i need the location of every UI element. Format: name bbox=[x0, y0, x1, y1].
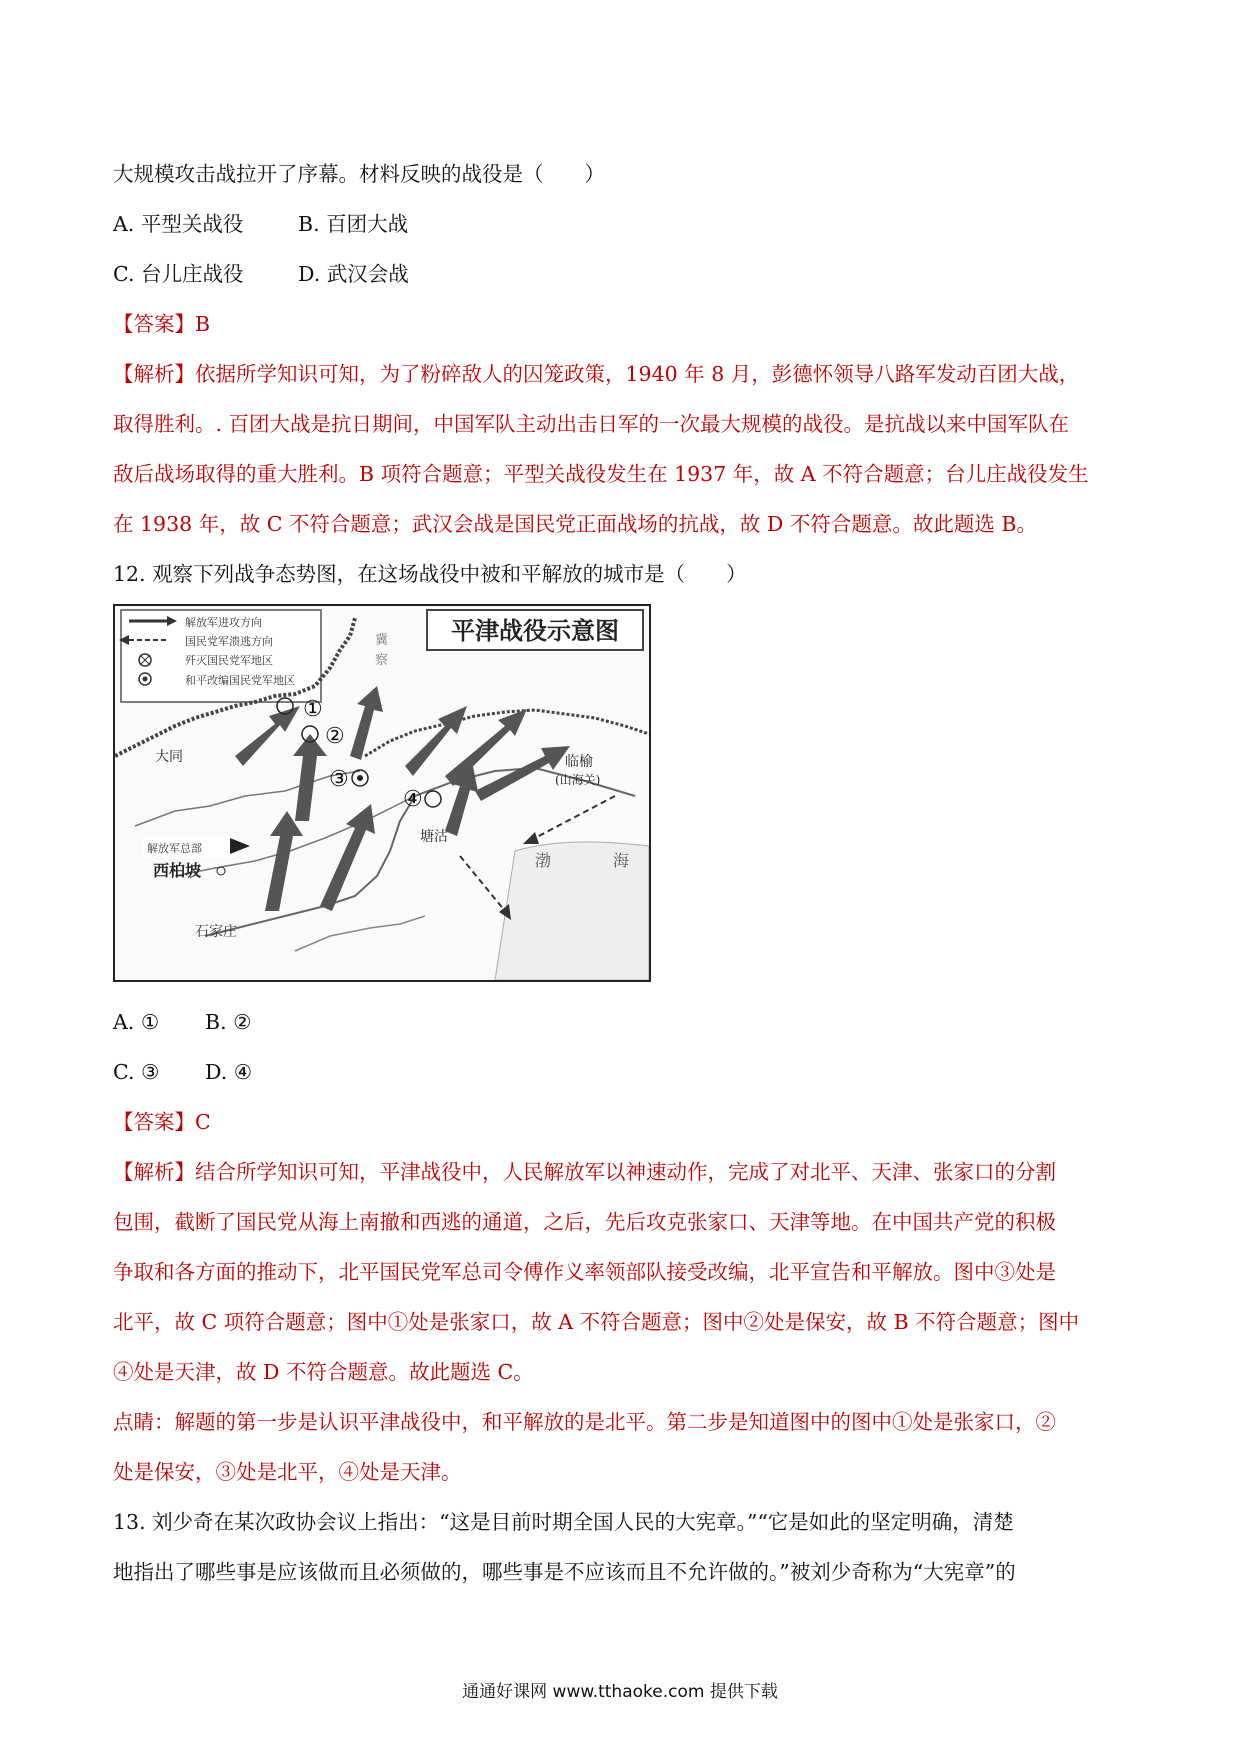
legend-label-2: 国民党军溃逃方向 bbox=[185, 635, 273, 648]
legend-peaceful-dot-icon bbox=[143, 677, 148, 682]
place-shijiazhuang: 石家庄 bbox=[195, 924, 237, 940]
q12-analysis-line-5: ④处是天津，故 D 不符合题意。故此题选 C。 bbox=[113, 1360, 534, 1384]
q11-option-c[interactable]: C. 台儿庄战役 bbox=[113, 262, 244, 286]
marker-3-label: ③ bbox=[329, 767, 349, 792]
retreat-arrow-2 bbox=[460, 856, 505, 911]
q11-option-b[interactable]: B. 百团大战 bbox=[298, 212, 409, 236]
legend-label-1: 解放军进攻方向 bbox=[185, 616, 262, 629]
analysis-tag: 【解析】 bbox=[113, 1160, 195, 1184]
analysis-text: 结合所学知识可知，平津战役中，人民解放军以神速动作，完成了对北平、天津、张家口的分割 bbox=[195, 1160, 1056, 1184]
hq-label: 解放军总部 bbox=[147, 842, 202, 855]
pingjin-campaign-map bbox=[113, 604, 651, 982]
place-xibaipo: 西柏坡 bbox=[153, 861, 202, 880]
q11-stem-tail: 大规模攻击战拉开了序幕。材料反映的战役是（ ） bbox=[113, 162, 605, 186]
q12-tip-line-2: 处是保安，③处是北平，④处是天津。 bbox=[113, 1460, 462, 1484]
q12-analysis-line-4: 北平，故 C 项符合题意；图中①处是张家口，故 A 不符合题意；图中②处是保安，故 B 不符合题意；图中 bbox=[113, 1310, 1080, 1334]
q12-options-row-1 bbox=[113, 1008, 251, 1036]
q11-analysis-line-1 bbox=[113, 360, 1079, 388]
river-line-3 bbox=[295, 916, 425, 951]
q11-analysis-line-4: 在 1938 年，故 C 不符合题意；武汉会战是国民党正面战场的抗战，故 D 不符合题意。故此题选 B。 bbox=[113, 512, 1037, 536]
map-title: 平津战役示意图 bbox=[451, 616, 619, 645]
marker-3-dot-icon bbox=[357, 775, 363, 781]
xibaipo-dot-icon bbox=[217, 867, 225, 875]
q13-stem-line-1: 13. 刘少奇在某次政协会议上指出：“这是目前时期全国人民的大宪章。”“它是如此的坚定明确，清楚 bbox=[113, 1510, 1014, 1534]
marker-3 bbox=[329, 767, 368, 792]
marker-2-label: ② bbox=[325, 724, 345, 749]
q12-analysis-line-3: 争取和各方面的推动下，北平国民党军总司令傅作义率领部队接受改编，北平宣告和平解放。图中③处是 bbox=[113, 1260, 1056, 1284]
q12-analysis-line-2: 包围，截断了国民党从海上南撤和西逃的通道，之后，先后攻克张家口、天津等地。在中国共产党的积极 bbox=[113, 1210, 1056, 1234]
legend-label-3: 歼灭国民党军地区 bbox=[185, 654, 273, 667]
attack-arrow-1 bbox=[293, 734, 327, 821]
q12-analysis-line-1 bbox=[113, 1158, 1056, 1186]
analysis-tag: 【解析】 bbox=[113, 362, 195, 386]
hq-flag-icon bbox=[230, 838, 250, 854]
q11-analysis-line-3: 敌后战场取得的重大胜利。B 项符合题意；平型关战役发生在 1937 年，故 A 不符合题意；台儿庄战役发生 bbox=[113, 462, 1089, 486]
q11-option-d[interactable]: D. 武汉会战 bbox=[298, 262, 409, 286]
answer-value: B bbox=[195, 312, 211, 336]
q12-stem: 12. 观察下列战争态势图，在这场战役中被和平解放的城市是（ ） bbox=[113, 562, 747, 586]
place-datong: 大同 bbox=[155, 749, 183, 765]
q12-tip-line-1: 点睛：解题的第一步是认识平津战役中，和平解放的是北平。第二步是知道图中的图中①处是张家口，② bbox=[113, 1410, 1056, 1434]
page-footer: 通通好课网 www.tthaoke.com 提供下载 bbox=[462, 1682, 778, 1702]
marker-1-label: ① bbox=[303, 697, 323, 722]
marker-4-symbol-icon bbox=[425, 791, 441, 807]
place-cha: 察 bbox=[375, 653, 389, 668]
river-line-1 bbox=[135, 771, 360, 826]
marker-4-label: ④ bbox=[403, 787, 423, 812]
q12-option-b[interactable]: B. ② bbox=[205, 1010, 252, 1034]
answer-tag: 【答案】 bbox=[113, 312, 195, 336]
q12-option-d[interactable]: D. ④ bbox=[205, 1060, 253, 1084]
place-linyu: 临榆 bbox=[565, 754, 593, 770]
legend-label-4: 和平改编国民党军地区 bbox=[185, 674, 295, 687]
q12-option-a[interactable]: A. ① bbox=[113, 1010, 160, 1034]
answer-tag: 【答案】 bbox=[113, 1110, 195, 1134]
q11-analysis-line-2: 取得胜利。. 百团大战是抗日期间，中国军队主动出击日军的一次最大规模的战役。是抗战以来中国军队在 bbox=[113, 412, 1070, 436]
map-figure bbox=[115, 606, 649, 980]
attack-arrow-3 bbox=[320, 804, 375, 911]
q11-option-a[interactable]: A. 平型关战役 bbox=[113, 212, 244, 236]
place-hai: 海 bbox=[613, 851, 630, 870]
retreat-arrowhead-1-icon bbox=[523, 832, 539, 844]
q11-options-row-1 bbox=[113, 210, 408, 238]
answer-value: C bbox=[195, 1110, 211, 1134]
attack-arrow-9 bbox=[350, 686, 383, 760]
marker-4 bbox=[403, 787, 441, 812]
q12-options-row-2 bbox=[113, 1058, 252, 1086]
q11-options-row-2 bbox=[113, 260, 409, 288]
retreat-arrow-1 bbox=[535, 796, 615, 838]
place-tanggu: 塘沽 bbox=[420, 829, 448, 845]
q12-option-c[interactable]: C. ③ bbox=[113, 1060, 160, 1084]
q12-answer bbox=[113, 1108, 211, 1136]
q13-stem-line-2: 地指出了哪些事是应该做而且必须做的，哪些事是不应该而且不允许做的。”被刘少奇称为“大宪章”的 bbox=[113, 1560, 1016, 1584]
attack-arrow-8 bbox=[235, 706, 300, 766]
place-ji: 冀 bbox=[375, 633, 389, 648]
analysis-text: 依据所学知识可知，为了粉碎敌人的囚笼政策，1940 年 8 月，彭德怀领导八路军发动百团大战， bbox=[195, 362, 1080, 386]
q11-answer bbox=[113, 310, 210, 338]
place-bo: 渤 bbox=[535, 851, 552, 870]
place-shanhaiguan: (山海关) bbox=[555, 773, 601, 787]
attack-arrow-2 bbox=[265, 811, 303, 911]
